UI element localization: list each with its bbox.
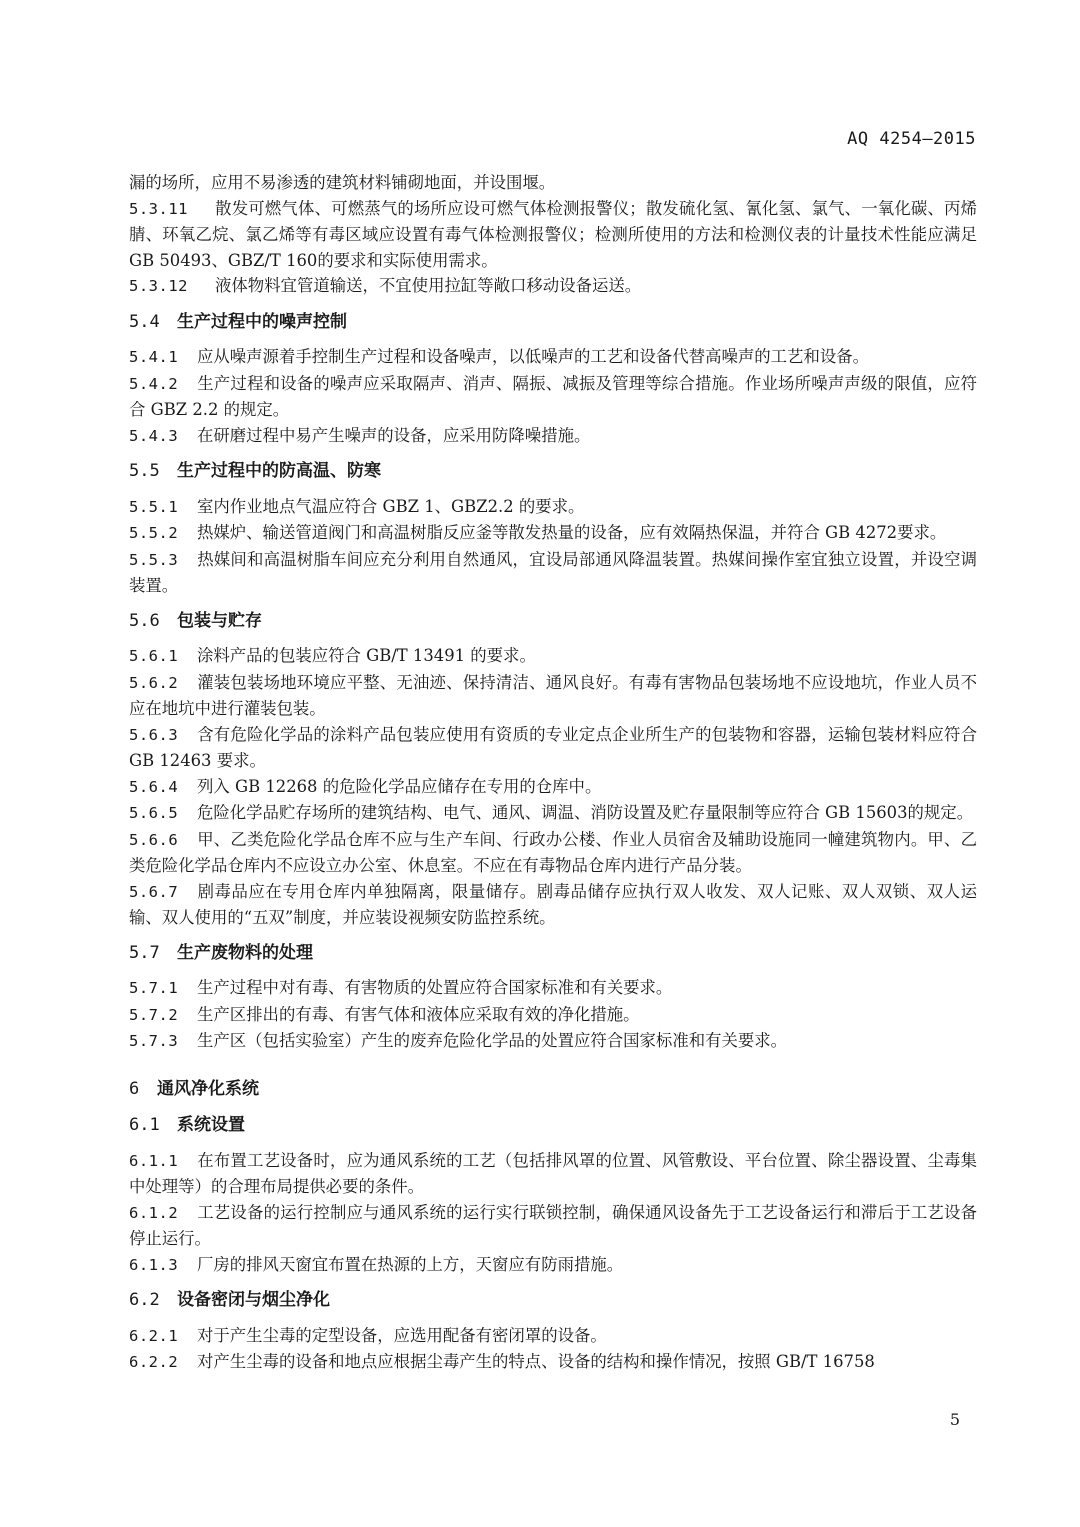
clause-text: 系统设置: [177, 1115, 245, 1135]
document-body: [129, 170, 977, 1376]
standard-code: AQ 4254—2015: [847, 129, 976, 149]
clause-text: 室内作业地点气温应符合 GBZ 1、GBZ2.2 的要求。: [197, 496, 585, 516]
subsection-heading: [129, 941, 977, 967]
clause-number: 5.5.3: [129, 550, 179, 569]
clause-text: 漏的场所，应用不易渗透的建筑材料铺砌地面，并设围堰。: [129, 173, 556, 192]
paragraph: [129, 827, 977, 879]
paragraph: [129, 520, 977, 547]
clause-text: 热媒间和高温树脂车间应充分利用自然通风，宜设局部通风降温装置。热媒间操作室宜独立设置，并设空调装置。: [129, 549, 977, 595]
clause-text: 在布置工艺设备时，应为通风系统的工艺（包括排风罩的位置、风管敷设、平台位置、除尘器设置、尘毒集中处理等）的合理布局提供必要的条件。: [129, 1150, 977, 1196]
subsection-heading: [129, 609, 977, 635]
clause-text: 剧毒品应在专用仓库内单独隔离，限量储存。剧毒品储存应执行双人收发、双人记账、双人双锁、双人运输、双人使用的“五双”制度，并应装设视频安防监控系统。: [129, 881, 977, 927]
paragraph: [129, 975, 977, 1002]
paragraph: [129, 196, 977, 274]
clause-text: 生产过程中的防高温、防寒: [177, 461, 381, 481]
clause-number: 5.4: [129, 311, 160, 332]
paragraph: [129, 722, 977, 774]
clause-number: 5.7: [129, 942, 160, 963]
clause-text: 生产过程中的噪声控制: [177, 311, 347, 332]
subsection-heading: [129, 1288, 977, 1314]
subsection-heading: [129, 459, 977, 485]
clause-number: 5.5.2: [129, 524, 179, 542]
section-heading: [129, 1077, 977, 1103]
clause-text: 灌装包装场地环境应平整、无油迹、保持清洁、通风良好。有毒有害物品包装场地不应设地坑，作业人员不应在地坑中进行灌装包装。: [129, 672, 977, 718]
clause-text: 生产过程和设备的噪声应采取隔声、消声、隔振、减振及管理等综合措施。作业场所噪声声级的限值，应符合 GBZ 2.2 的规定。: [129, 373, 977, 419]
clause-number: 5.3.11: [129, 199, 188, 218]
clause-number: 5.5.1: [129, 497, 179, 516]
clause-number: 6.2.2: [129, 1353, 179, 1371]
clause-text: 通风净化系统: [157, 1078, 259, 1099]
paragraph: [129, 643, 977, 670]
clause-text: 生产废物料的处理: [177, 942, 313, 963]
clause-number: 5.6.1: [129, 647, 179, 665]
clause-text: 对产生尘毒的设备和地点应根据尘毒产生的特点、设备的结构和操作情况，按照 GB/T 16758: [197, 1352, 875, 1371]
clause-number: 6.2: [129, 1290, 160, 1310]
clause-number: 5.7.2: [129, 1005, 179, 1024]
paragraph: [129, 670, 977, 722]
paragraph: [129, 344, 977, 371]
clause-text: 应从噪声源着手控制生产过程和设备噪声，以低噪声的工艺和设备代替高噪声的工艺和设备。: [197, 347, 870, 366]
paragraph: [129, 1200, 977, 1252]
clause-text: 甲、乙类危险化学品仓库不应与生产车间、行政办公楼、作业人员宿舍及辅助设施同一幢建筑物内。甲、乙类危险化学品仓库内不应设立办公室、休息室。不应在有毒物品仓库内进行产品分装。: [129, 829, 977, 875]
paragraph: [129, 800, 977, 827]
clause-number: 5.6.4: [129, 777, 179, 796]
clause-text: 热媒炉、输送管道阀门和高温树脂反应釜等散发热量的设备，应有效隔热保温，并符合 GB 4272要求。: [197, 523, 947, 542]
paragraph: [129, 1028, 977, 1055]
subsection-heading: [129, 310, 977, 336]
clause-number: 5.4.3: [129, 426, 179, 445]
clause-number: 5.3.12: [129, 277, 188, 295]
clause-number: 5.6.6: [129, 830, 179, 849]
paragraph: [129, 1252, 977, 1279]
clause-text: 在研磨过程中易产生噪声的设备，应采用防降噪措施。: [197, 425, 591, 445]
clause-number: 5.6.3: [129, 725, 179, 744]
clause-text: 散发可燃气体、可燃蒸气的场所应设可燃气体检测报警仪；散发硫化氢、氰化氢、氯气、一氧化碳、丙烯腈、环氧乙烷、氯乙烯等有毒区域应设置有毒气体检测报警仪；检测所使用的方法和检测仪表的计量技术性能应满足GB 50493、GBZ/T 160的要求和实际使用需求。: [129, 198, 977, 270]
clause-text: 工艺设备的运行控制应与通风系统的运行实行联锁控制，确保通风设备先于工艺设备运行和滞后于工艺设备停止运行。: [129, 1202, 977, 1248]
clause-number: 5.6.7: [129, 882, 179, 901]
subsection-heading: [129, 1113, 977, 1139]
paragraph: [129, 170, 977, 196]
paragraph: [129, 879, 977, 931]
clause-text: 生产区（包括实验室）产生的废弃危险化学品的处置应符合国家标准和有关要求。: [197, 1031, 788, 1050]
clause-number: 5.6.5: [129, 804, 179, 822]
clause-number: 5.4.1: [129, 348, 179, 366]
clause-text: 涂料产品的包装应符合 GB/T 13491 的要求。: [197, 646, 536, 665]
paragraph: [129, 1002, 977, 1029]
clause-number: 5.7.1: [129, 979, 179, 997]
clause-number: 5.5: [129, 461, 160, 481]
paragraph: [129, 273, 977, 300]
paragraph: [129, 371, 977, 423]
clause-text: 危险化学品贮存场所的建筑结构、电气、通风、调温、消防设置及贮存量限制等应符合 GB 15603的规定。: [197, 803, 974, 822]
clause-text: 生产区排出的有毒、有害气体和液体应采取有效的净化措施。: [197, 1004, 640, 1024]
paragraph: [129, 1323, 977, 1350]
clause-number: 6.1: [129, 1115, 160, 1135]
clause-text: 设备密闭与烟尘净化: [177, 1290, 330, 1310]
clause-text: 液体物料宜管道输送，不宜使用拉缸等敞口移动设备运送。: [215, 276, 642, 295]
clause-number: 5.6.2: [129, 673, 179, 692]
page-number: 5: [949, 1410, 960, 1429]
clause-text: 含有危险化学品的涂料产品包装应使用有资质的专业定点企业所生产的包装物和容器，运输包装材料应符合 GB 12463 要求。: [129, 724, 977, 770]
clause-number: 6.1.3: [129, 1255, 179, 1274]
clause-text: 厂房的排风天窗宜布置在热源的上方，天窗应有防雨措施。: [197, 1254, 624, 1274]
clause-text: 列入 GB 12268 的危险化学品应储存在专用的仓库中。: [197, 776, 602, 796]
clause-number: 5.6: [129, 610, 160, 631]
clause-text: 对于产生尘毒的定型设备，应选用配备有密闭罩的设备。: [197, 1325, 607, 1345]
paragraph: [129, 1349, 977, 1376]
paragraph: [129, 1148, 977, 1200]
clause-number: 6.1.1: [129, 1151, 179, 1170]
paragraph: [129, 423, 977, 450]
clause-text: 生产过程中对有毒、有害物质的处置应符合国家标准和有关要求。: [197, 978, 673, 997]
paragraph: [129, 494, 977, 521]
paragraph: [129, 547, 977, 599]
clause-number: 6: [129, 1078, 140, 1099]
clause-number: 6.2.1: [129, 1326, 179, 1345]
clause-number: 5.4.2: [129, 374, 179, 393]
clause-number: 6.1.2: [129, 1203, 179, 1222]
clause-text: 包装与贮存: [177, 610, 262, 631]
paragraph: [129, 774, 977, 801]
clause-number: 5.7.3: [129, 1032, 179, 1050]
